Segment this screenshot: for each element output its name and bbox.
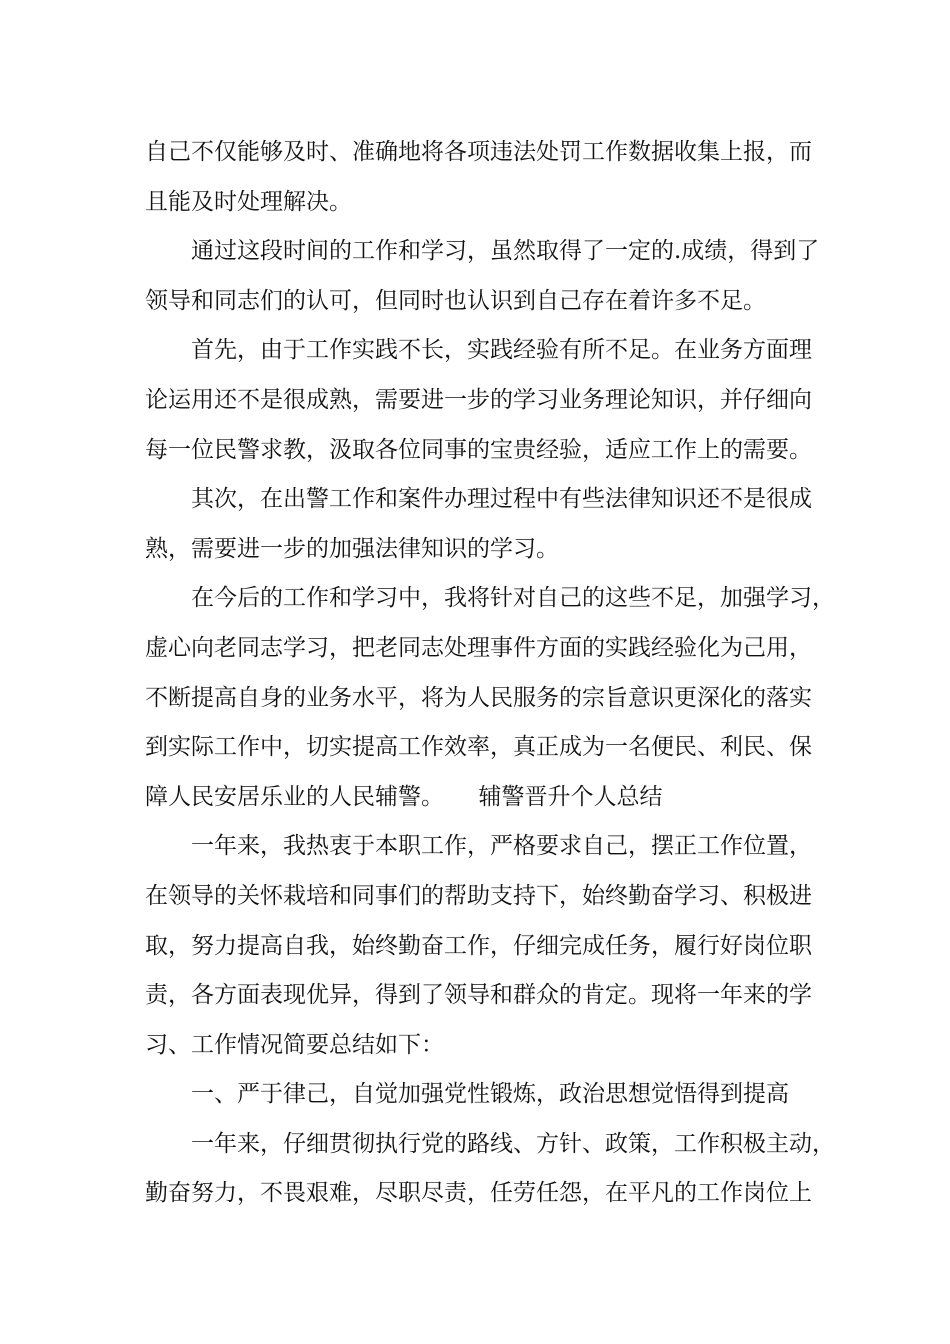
text-line: 领导和同志们的认可，但同时也认识到自己存在着许多不足。 <box>145 287 766 314</box>
text-line: 不断提高自身的业务水平，将为人民服务的宗旨意识更深化的落实 <box>145 684 812 711</box>
text-line: 熟，需要进一步的加强法律知识的学习。 <box>145 535 559 562</box>
text-line: 障人民安居乐业的人民辅警。 辅警晋升个人总结 <box>145 783 663 810</box>
paragraph-3 <box>145 326 845 475</box>
text-line: 一年来，仔细贯彻执行党的路线、方针、政策，工作积极主动， <box>191 1130 835 1157</box>
text-line: 取，努力提高自我，始终勤奋工作，仔细完成任务，履行好岗位职 <box>145 932 812 959</box>
text-line: 到实际工作中，切实提高工作效率，真正成为一名便民、利民、保 <box>145 734 812 761</box>
text-line: 一、严于律己，自觉加强党性锻炼，政治思想觉悟得到提高 <box>191 1081 789 1108</box>
text-line: 其次，在出警工作和案件办理过程中有些法律知识还不是很成 <box>191 486 812 513</box>
paragraph-4 <box>145 475 845 574</box>
paragraph-1 <box>145 128 845 227</box>
text-line: 自己不仅能够及时、准确地将各项违法处罚工作数据收集上报，而 <box>145 139 812 165</box>
text-line: 首先，由于工作实践不长，实践经验有所不足。在业务方面理 <box>191 337 812 364</box>
text-line: 每一位民警求教，汲取各位同事的宝贵经验，适应工作上的需要。 <box>145 436 812 463</box>
text-line: 在领导的关怀栽培和同事们的帮助支持下，始终勤奋学习、积极进 <box>145 882 812 909</box>
paragraph-6 <box>145 822 845 1070</box>
text-line: 论运用还不是很成熟，需要进一步的学习业务理论知识，并仔细向 <box>145 386 812 413</box>
text-line: 习、工作情况简要总结如下： <box>145 1031 444 1058</box>
text-line: 勤奋努力，不畏艰难，尽职尽责，任劳任怨，在平凡的工作岗位上 <box>145 1180 812 1207</box>
paragraph-5 <box>145 574 845 822</box>
text-line: 虚心向老同志学习，把老同志处理事件方面的实践经验化为己用， <box>145 634 812 661</box>
text-line: 一年来，我热衷于本职工作，严格要求自己，摆正工作位置， <box>191 833 812 860</box>
text-line: 在今后的工作和学习中，我将针对自己的这些不足，加强学习， <box>191 585 835 612</box>
text-line: 通过这段时间的工作和学习，虽然取得了一定的.成绩，得到了 <box>191 238 820 265</box>
text-line: 且能及时处理解决。 <box>145 188 352 215</box>
paragraph-2 <box>145 227 845 326</box>
paragraph-8 <box>145 1120 845 1219</box>
document-body <box>145 128 845 1219</box>
section-heading <box>145 1070 845 1120</box>
text-line: 责，各方面表现优异，得到了领导和群众的肯定。现将一年来的学 <box>145 982 812 1009</box>
